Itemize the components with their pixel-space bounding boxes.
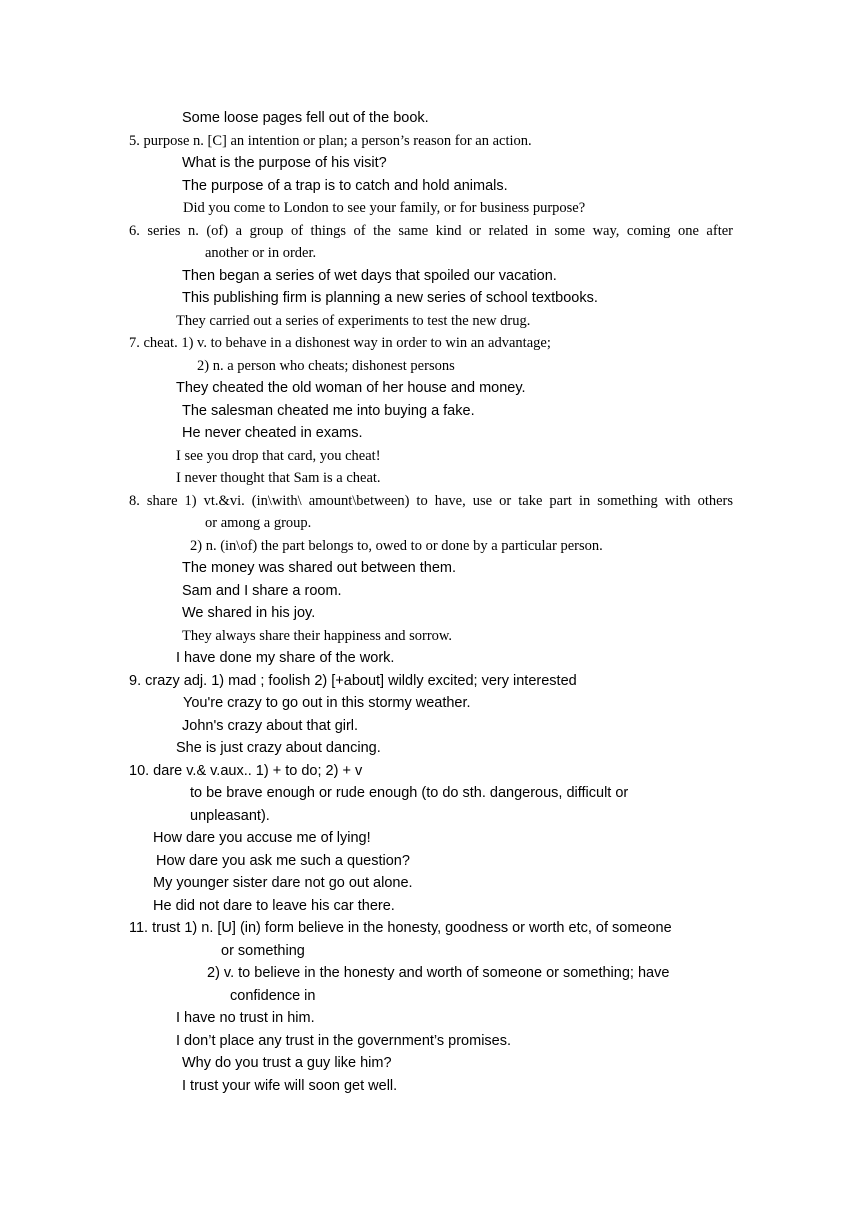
example-sentence: What is the purpose of his visit? (182, 155, 387, 171)
example-sentence: They cheated the old woman of her house and money. (176, 380, 526, 396)
example-sentence: The money was shared out between them. (182, 560, 457, 576)
entry-trust-definition: 11. trust 1) n. [U] (in) form believe in the honesty, goodness or worth etc, of someone (129, 920, 672, 936)
entry-trust-definition-2-cont: confidence in (230, 988, 316, 1004)
example-sentence: She is just crazy about dancing. (176, 740, 381, 756)
entry-cheat-definition-2: 2) n. a person who cheats; dishonest persons (197, 358, 455, 374)
example-sentence: How dare you ask me such a question? (156, 853, 410, 869)
entry-dare-definition: 10. dare v.& v.aux.. 1) + to do; 2) + v (129, 763, 363, 779)
example-sentence: You're crazy to go out in this stormy weather. (183, 695, 471, 711)
entry-share-definition-2: 2) n. (in\of) the part belongs to, owed to or done by a particular person. (190, 538, 603, 554)
entry-series-definition-cont: another or in order. (205, 245, 317, 261)
example-sentence: My younger sister dare not go out alone. (153, 875, 413, 891)
example-sentence: I don’t place any trust in the government’s promises. (176, 1033, 512, 1049)
example-sentence: This publishing firm is planning a new series of school textbooks. (182, 290, 598, 306)
entry-share-definition-cont: or among a group. (205, 515, 312, 531)
example-sentence: I have done my share of the work. (176, 650, 395, 666)
entry-cheat-definition: 7. cheat. 1) v. to behave in a dishonest way in order to win an advantage; (129, 335, 551, 351)
entry-trust-definition-2: 2) v. to believe in the honesty and worth of someone or something; have (207, 965, 670, 981)
entry-crazy-definition: 9. crazy adj. 1) mad ; foolish 2) [+about] wildly excited; very interested (129, 673, 577, 689)
example-sentence: Why do you trust a guy like him? (182, 1055, 392, 1071)
entry-share-definition: 8. share 1) vt.&vi. (in\with\ amount\between) to have, use or take part in something with others (129, 493, 733, 509)
example-sentence: Did you come to London to see your family, or for business purpose? (183, 200, 586, 216)
example-sentence: John's crazy about that girl. (182, 718, 359, 734)
example-sentence: He never cheated in exams. (182, 425, 363, 441)
example-sentence: I see you drop that card, you cheat! (176, 448, 381, 464)
entry-trust-definition-cont: or something (221, 943, 305, 959)
example-sentence: The salesman cheated me into buying a fake. (182, 403, 475, 419)
example-sentence: They always share their happiness and sorrow. (182, 628, 453, 644)
entry-series-definition: 6. series n. (of) a group of things of the same kind or related in some way, coming one after (129, 223, 733, 239)
example-sentence: We shared in his joy. (182, 605, 316, 621)
example-sentence: How dare you accuse me of lying! (153, 830, 371, 846)
example-sentence: They carried out a series of experiments to test the new drug. (176, 313, 531, 329)
example-sentence: I have no trust in him. (176, 1010, 315, 1026)
example-sentence: I never thought that Sam is a cheat. (176, 470, 381, 486)
example-sentence: The purpose of a trap is to catch and hold animals. (182, 178, 508, 194)
entry-dare-definition-2: to be brave enough or rude enough (to do sth. dangerous, difficult or (190, 785, 629, 801)
example-sentence: Some loose pages fell out of the book. (182, 110, 429, 126)
example-sentence: Sam and I share a room. (182, 583, 342, 599)
entry-dare-definition-cont: unpleasant). (190, 808, 270, 824)
example-sentence: I trust your wife will soon get well. (182, 1078, 398, 1094)
example-sentence: Then began a series of wet days that spoiled our vacation. (182, 268, 557, 284)
entry-purpose-definition: 5. purpose n. [C] an intention or plan; a person’s reason for an action. (129, 133, 532, 149)
example-sentence: He did not dare to leave his car there. (153, 898, 395, 914)
